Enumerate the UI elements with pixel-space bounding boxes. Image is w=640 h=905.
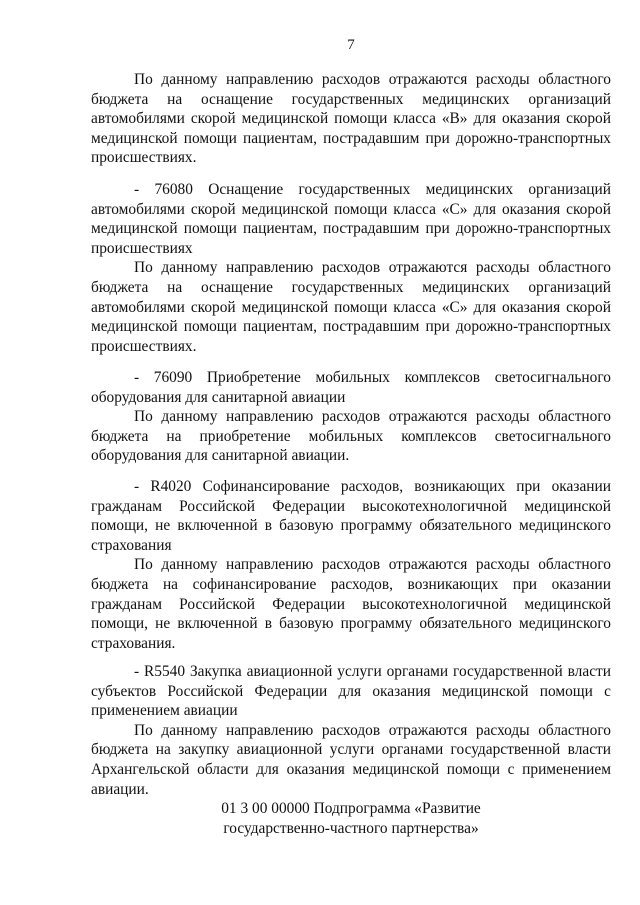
paragraph-description: По данному направлению расходов отражаются расходы областного бюджета на оснащение государственных медицинских организаций автомобилями скорой медицинской помощи класса «С» для оказания скорой медицинской помощи пациентам, пострадавшим при дорожно-транспортных происшествиях.	[91, 259, 611, 355]
paragraph-description: По данному направлению расходов отражаются расходы областного бюджета на приобретение мобильных комплексов светосигнального оборудования для санитарной авиации.	[91, 408, 611, 465]
section-r4020	[91, 477, 611, 653]
section-r5540	[91, 662, 611, 799]
paragraph-item-76090: - 76090 Приобретение мобильных комплексов светосигнального оборудования для санитарной авиации	[91, 369, 611, 406]
subprogram-heading	[91, 799, 611, 838]
section-class-b-ambulances	[91, 70, 611, 168]
paragraph-item-76080: - 76080 Оснащение государственных медицинских организаций автомобилями скорой медицинской помощи класса «С» для оказания скорой медицинской помощи пациентам, пострадавшим при дорожно-транспортных происшествиях	[91, 181, 611, 257]
section-76080	[91, 180, 611, 356]
paragraph-description: По данному направлению расходов отражаются расходы областного бюджета на закупку авиационной услуги органами государственной власти Архангельской области для оказания медицинской помощи с применением авиации.	[91, 721, 611, 798]
subprogram-heading-line-1: 01 3 00 00000 Подпрограмма «Развитие	[221, 800, 481, 817]
paragraph-description: По данному направлению расходов отражаются расходы областного бюджета на оснащение государственных медицинских организаций автомобилями скорой медицинской помощи класса «В» для оказания скорой медицинской помощи пациентам, пострадавшим при дорожно-транспортных происшествиях.	[91, 71, 611, 167]
section-76090	[91, 368, 611, 466]
paragraph-item-r4020: - R4020 Софинансирование расходов, возникающих при оказании гражданам Российской Федерации высокотехнологичной медицинской помощи, не включенной в базовую программу обязательного медицинского страхования	[91, 478, 611, 554]
page-number: 7	[347, 37, 355, 53]
paragraph-item-r5540: - R5540 Закупка авиационной услуги органами государственной власти субъектов Российской Федерации для оказания медицинской помощи с применением авиации	[91, 663, 611, 720]
subprogram-heading-line-2: государственно-частного партнерства»	[223, 819, 479, 837]
paragraph-description: По данному направлению расходов отражаются расходы областного бюджета на софинансирование расходов, возникающих при оказании гражданам Российской Федерации высокотехнологичной медицинской помощи, не включенной в базовую программу обязательного медицинского страхования.	[91, 556, 611, 652]
